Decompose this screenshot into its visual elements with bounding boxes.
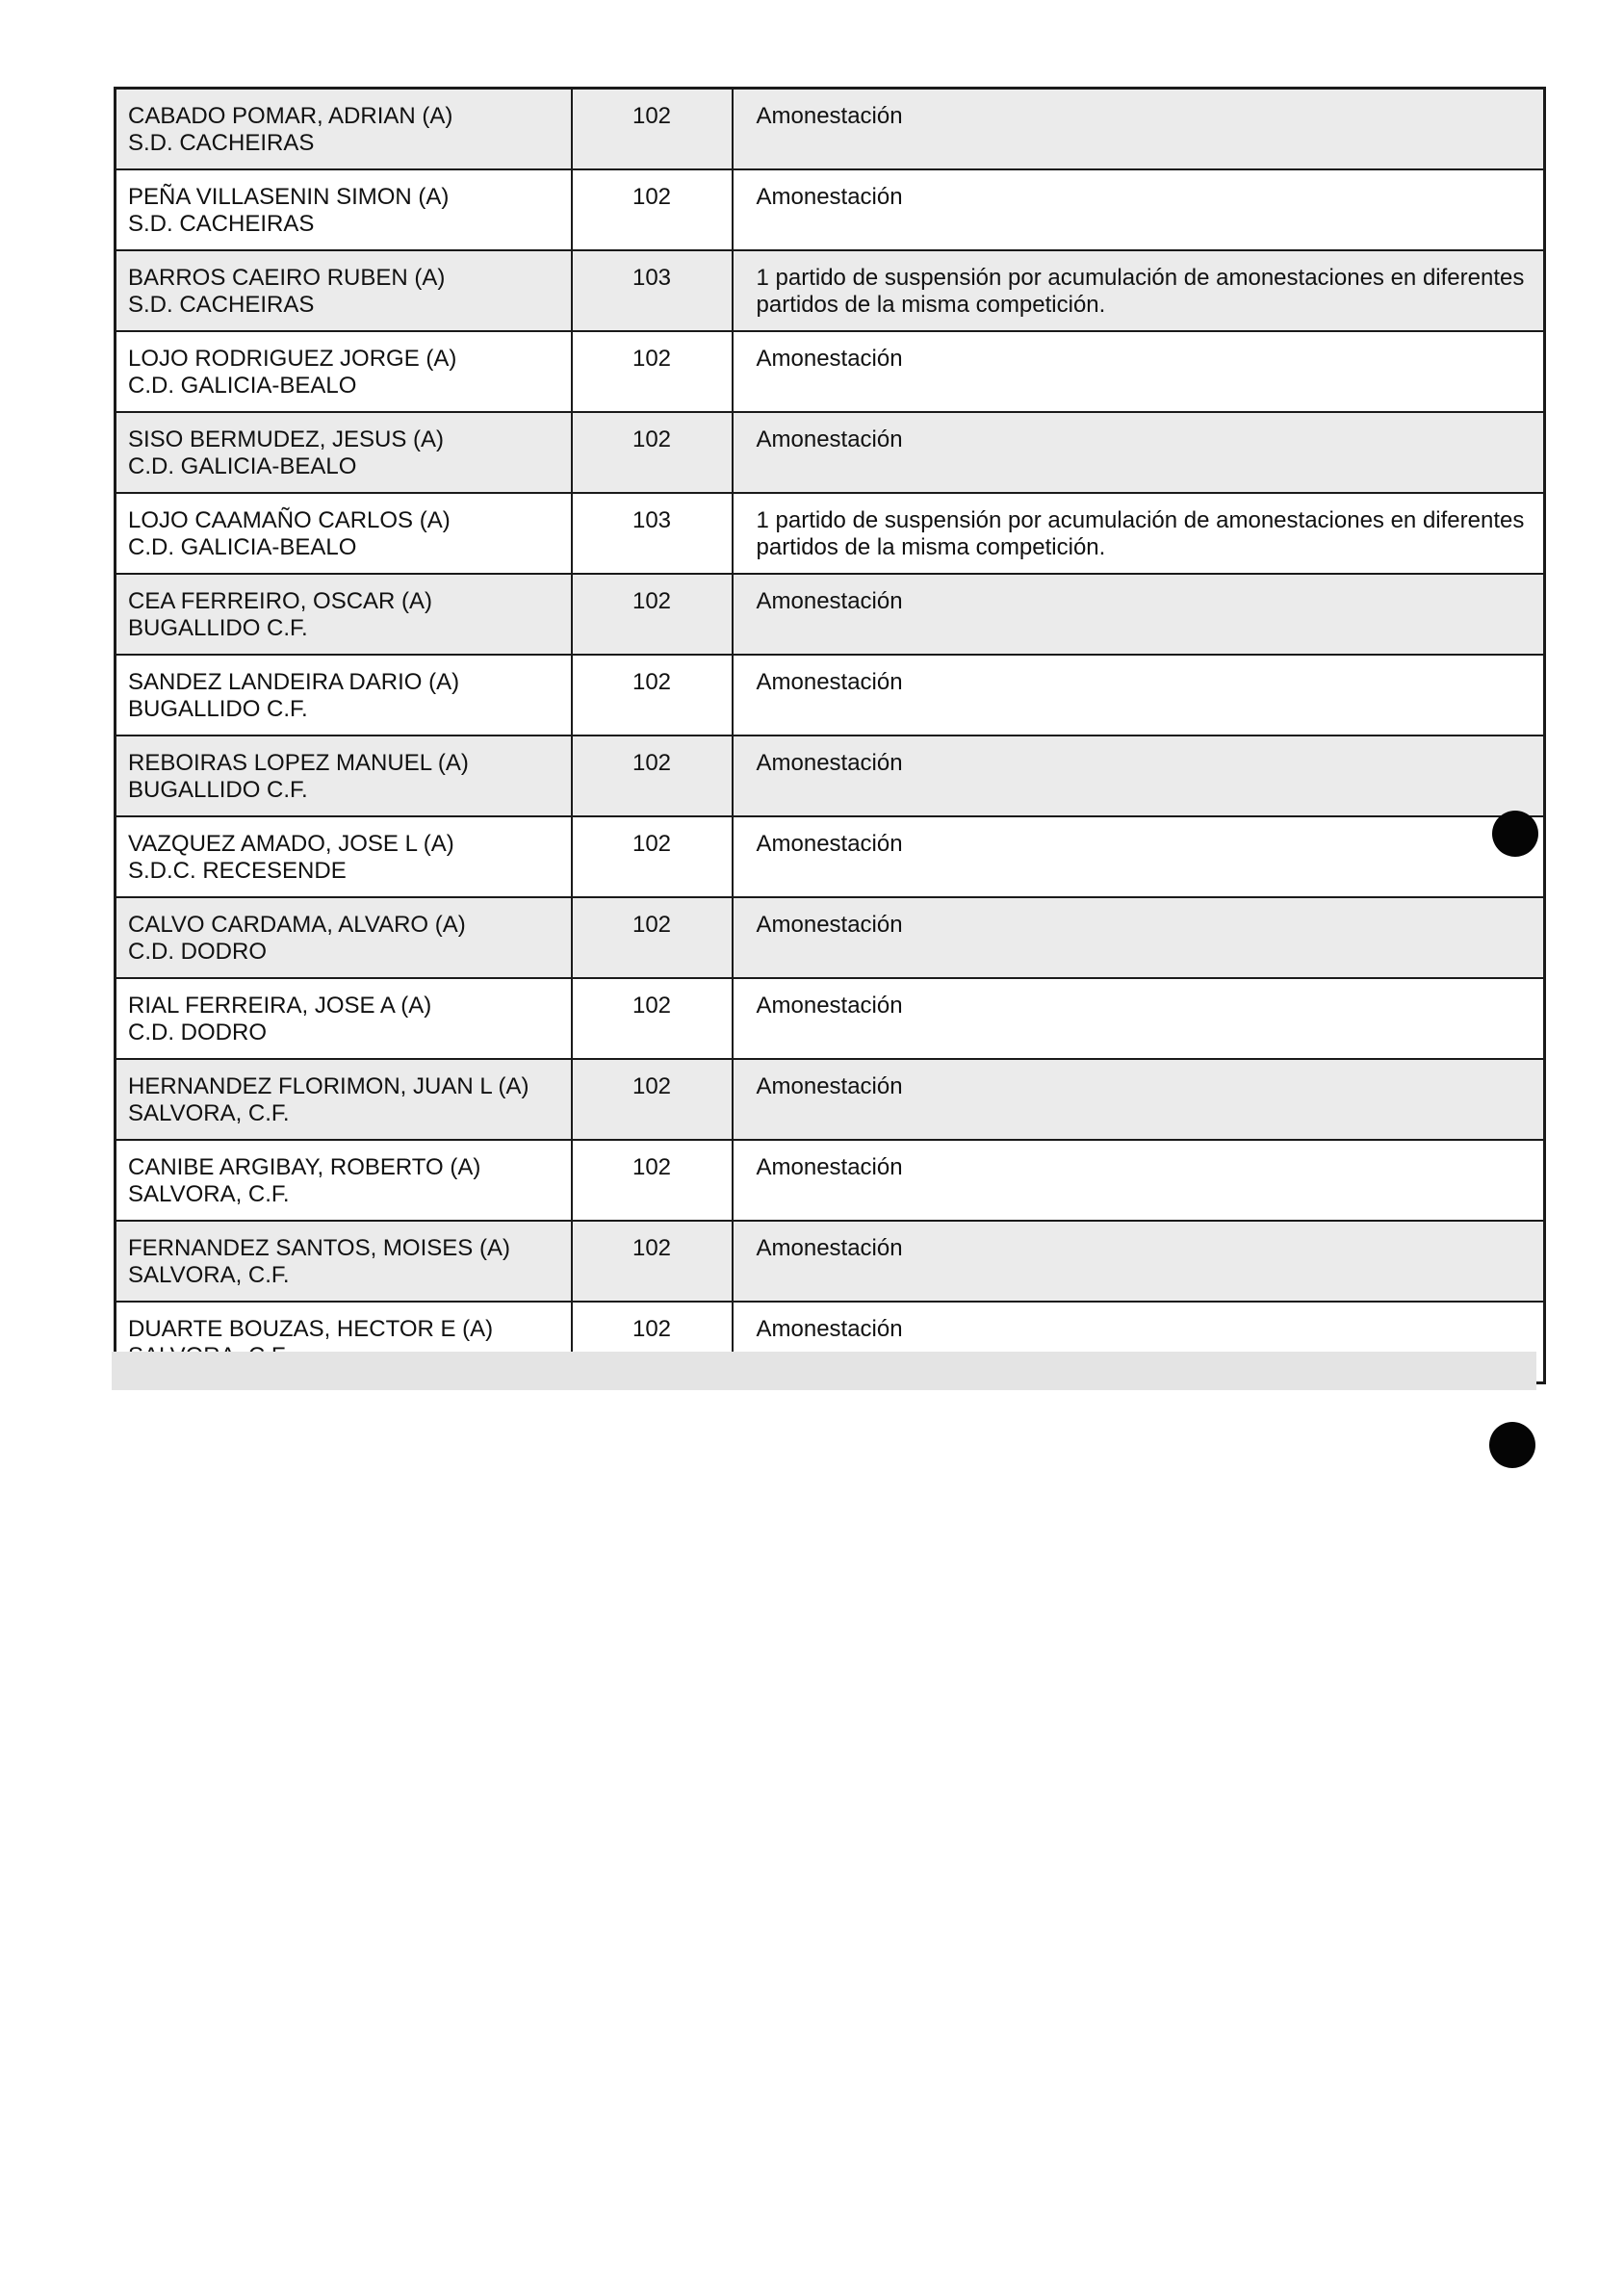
player-name: VAZQUEZ AMADO, JOSE L (A) bbox=[128, 831, 454, 857]
article-code: 102 bbox=[572, 816, 733, 897]
player-name: CABADO POMAR, ADRIAN (A) bbox=[128, 103, 453, 129]
club-name: C.D. GALICIA-BEALO bbox=[128, 453, 357, 479]
punch-hole-mark bbox=[1489, 1422, 1535, 1468]
player-name: BARROS CAEIRO RUBEN (A) bbox=[128, 265, 446, 291]
club-name: BUGALLIDO C.F. bbox=[128, 696, 308, 722]
table-row bbox=[116, 412, 1545, 493]
club-name: SALVORA, C.F. bbox=[128, 1100, 290, 1126]
sanction-text: Amonestación bbox=[733, 412, 1545, 493]
article-code: 102 bbox=[572, 735, 733, 816]
player-name: DUARTE BOUZAS, HECTOR E (A) bbox=[128, 1316, 494, 1342]
player-cell bbox=[116, 493, 572, 574]
sanction-text: Amonestación bbox=[733, 978, 1545, 1059]
player-name: CEA FERREIRO, OSCAR (A) bbox=[128, 588, 433, 614]
article-code: 102 bbox=[572, 1302, 733, 1383]
sanction-text: Amonestación bbox=[733, 1221, 1545, 1302]
sanction-text: Amonestación bbox=[733, 897, 1545, 978]
player-name: CALVO CARDAMA, ALVARO (A) bbox=[128, 912, 466, 938]
article-code: 102 bbox=[572, 978, 733, 1059]
club-name: BUGALLIDO C.F. bbox=[128, 615, 308, 641]
sanction-text: Amonestación bbox=[733, 89, 1545, 170]
table-row bbox=[116, 1140, 1545, 1221]
player-name: RIAL FERREIRA, JOSE A (A) bbox=[128, 993, 432, 1019]
player-cell bbox=[116, 169, 572, 250]
table-row bbox=[116, 331, 1545, 412]
sanction-text: Amonestación bbox=[733, 331, 1545, 412]
punch-hole-mark bbox=[1492, 811, 1538, 857]
sanction-text: Amonestación bbox=[733, 655, 1545, 735]
player-cell bbox=[116, 89, 572, 170]
player-name: HERNANDEZ FLORIMON, JUAN L (A) bbox=[128, 1073, 529, 1099]
sanction-text: Amonestación bbox=[733, 169, 1545, 250]
sanction-text: Amonestación bbox=[733, 1302, 1545, 1383]
player-name: FERNANDEZ SANTOS, MOISES (A) bbox=[128, 1235, 510, 1261]
club-name: S.D. CACHEIRAS bbox=[128, 211, 315, 237]
table-row bbox=[116, 493, 1545, 574]
table-row bbox=[116, 250, 1545, 331]
player-cell bbox=[116, 1140, 572, 1221]
player-cell bbox=[116, 735, 572, 816]
table-row bbox=[116, 574, 1545, 655]
article-code: 102 bbox=[572, 169, 733, 250]
table-row bbox=[116, 1221, 1545, 1302]
sanction-text: Amonestación bbox=[733, 1059, 1545, 1140]
table-row bbox=[116, 897, 1545, 978]
club-name: S.D. CACHEIRAS bbox=[128, 292, 315, 318]
article-code: 103 bbox=[572, 250, 733, 331]
player-name: SANDEZ LANDEIRA DARIO (A) bbox=[128, 669, 460, 695]
table-row bbox=[116, 89, 1545, 170]
article-code: 102 bbox=[572, 655, 733, 735]
club-name: C.D. DODRO bbox=[128, 939, 267, 965]
club-name: C.D. GALICIA-BEALO bbox=[128, 534, 357, 560]
sanction-text: 1 partido de suspensión por acumulación de amonestaciones en diferentes partidos de la misma competición. bbox=[733, 250, 1545, 331]
table-row bbox=[116, 978, 1545, 1059]
article-code: 102 bbox=[572, 331, 733, 412]
player-name: SISO BERMUDEZ, JESUS (A) bbox=[128, 426, 445, 452]
player-name: LOJO CAAMAÑO CARLOS (A) bbox=[128, 507, 451, 533]
player-cell bbox=[116, 412, 572, 493]
player-cell bbox=[116, 816, 572, 897]
article-code: 102 bbox=[572, 1140, 733, 1221]
article-code: 103 bbox=[572, 493, 733, 574]
club-name: S.D. CACHEIRAS bbox=[128, 130, 315, 156]
club-name: BUGALLIDO C.F. bbox=[128, 777, 308, 803]
player-cell bbox=[116, 978, 572, 1059]
table-footer-band bbox=[112, 1352, 1536, 1390]
table-row bbox=[116, 735, 1545, 816]
player-cell bbox=[116, 655, 572, 735]
player-name: REBOIRAS LOPEZ MANUEL (A) bbox=[128, 750, 469, 776]
club-name: S.D.C. RECESENDE bbox=[128, 858, 347, 884]
sanction-text: Amonestación bbox=[733, 1140, 1545, 1221]
article-code: 102 bbox=[572, 574, 733, 655]
player-cell bbox=[116, 1059, 572, 1140]
sanction-text: Amonestación bbox=[733, 574, 1545, 655]
club-name: C.D. DODRO bbox=[128, 1019, 267, 1045]
player-name: LOJO RODRIGUEZ JORGE (A) bbox=[128, 346, 457, 372]
player-cell bbox=[116, 250, 572, 331]
player-cell bbox=[116, 897, 572, 978]
player-name: PEÑA VILLASENIN SIMON (A) bbox=[128, 184, 450, 210]
table-row bbox=[116, 1059, 1545, 1140]
article-code: 102 bbox=[572, 412, 733, 493]
article-code: 102 bbox=[572, 897, 733, 978]
table-row bbox=[116, 655, 1545, 735]
club-name: C.D. GALICIA-BEALO bbox=[128, 373, 357, 399]
player-cell bbox=[116, 331, 572, 412]
club-name: SALVORA, C.F. bbox=[128, 1181, 290, 1207]
sanction-text: Amonestación bbox=[733, 816, 1545, 897]
article-code: 102 bbox=[572, 1221, 733, 1302]
table-row bbox=[116, 816, 1545, 897]
sanctions-table bbox=[114, 87, 1546, 1384]
player-name: CANIBE ARGIBAY, ROBERTO (A) bbox=[128, 1154, 481, 1180]
sanctions-table-body bbox=[116, 89, 1545, 1383]
article-code: 102 bbox=[572, 89, 733, 170]
club-name: SALVORA, C.F. bbox=[128, 1262, 290, 1288]
player-cell bbox=[116, 1221, 572, 1302]
sanction-text: 1 partido de suspensión por acumulación de amonestaciones en diferentes partidos de la misma competición. bbox=[733, 493, 1545, 574]
sanction-text: Amonestación bbox=[733, 735, 1545, 816]
article-code: 102 bbox=[572, 1059, 733, 1140]
table-row bbox=[116, 169, 1545, 250]
player-cell bbox=[116, 574, 572, 655]
